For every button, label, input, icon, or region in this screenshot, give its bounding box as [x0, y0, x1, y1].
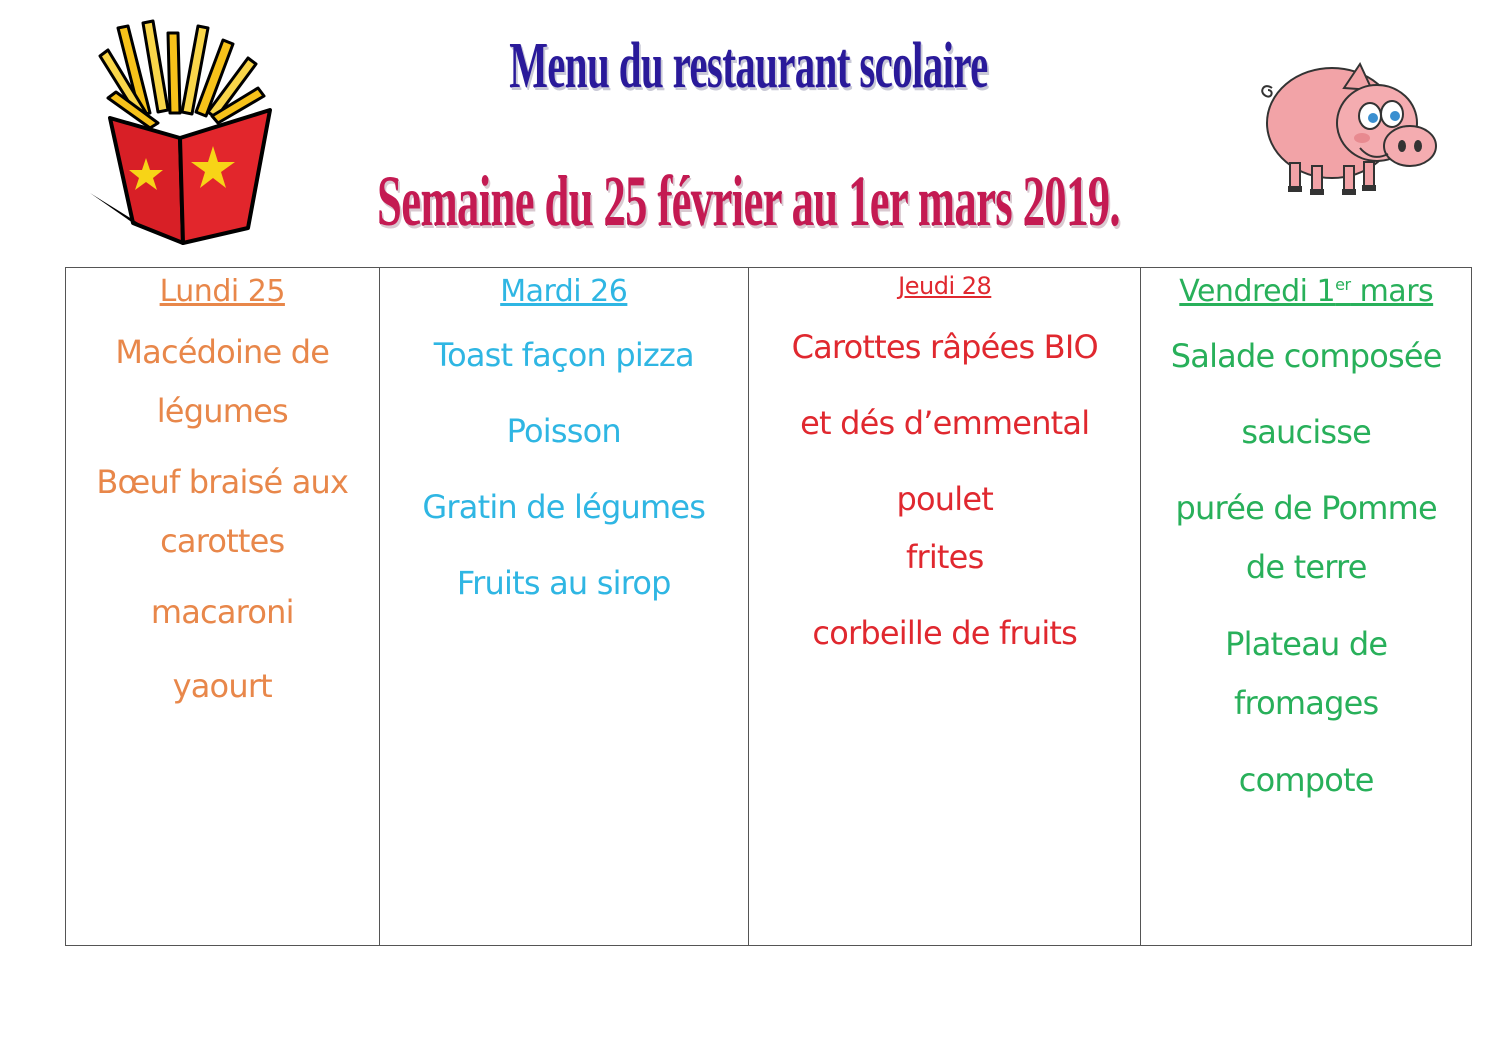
day-heading: Mardi 26 [500, 274, 628, 309]
menu-item: Toast façon pizza [433, 336, 694, 374]
menu-item: Macédoine de légumes [115, 333, 330, 430]
menu-items [749, 318, 1140, 662]
menu-item: saucisse [1241, 413, 1372, 451]
menu-item: purée de Pomme de terre [1175, 489, 1437, 586]
day-heading-sup: er [1335, 275, 1351, 294]
day-column-thursday [749, 268, 1141, 945]
menu-items [380, 326, 748, 612]
menu-item: poulet [896, 480, 993, 518]
page-subtitle: Semaine du 25 février au 1er mars 2019. [377, 161, 1120, 241]
menu-item: et dés d’emmental [800, 404, 1090, 442]
page-title: Menu du restaurant scolaire [509, 29, 988, 102]
pig-icon [1252, 58, 1447, 198]
menu-items [1141, 327, 1471, 809]
day-heading-prefix: Vendredi 1 [1179, 274, 1336, 309]
day-column-friday [1141, 268, 1471, 945]
day-heading: Jeudi 28 [898, 272, 992, 300]
menu-item: Bœuf braisé aux carottes [96, 463, 349, 560]
menu-item: Carottes râpées BIO [791, 328, 1098, 366]
menu-item: Plateau de fromages [1225, 625, 1388, 722]
fries-icon [88, 18, 278, 248]
day-heading [1141, 274, 1471, 309]
day-heading-suffix: mars [1350, 274, 1434, 309]
day-column-tuesday [380, 268, 749, 945]
menu-item: Fruits au sirop [456, 564, 671, 602]
menu-item: macaroni [150, 593, 294, 631]
menu-table [65, 267, 1472, 946]
menu-item: frites [906, 538, 984, 576]
menu-items [66, 323, 379, 715]
menu-item: corbeille de fruits [812, 614, 1078, 652]
day-column-monday [66, 268, 380, 945]
menu-item: Salade composée [1170, 337, 1442, 375]
menu-item: yaourt [172, 667, 272, 705]
menu-item: Gratin de légumes [422, 488, 706, 526]
day-heading: Lundi 25 [159, 274, 285, 309]
menu-item: Poisson [506, 412, 621, 450]
menu-item: compote [1238, 761, 1374, 799]
